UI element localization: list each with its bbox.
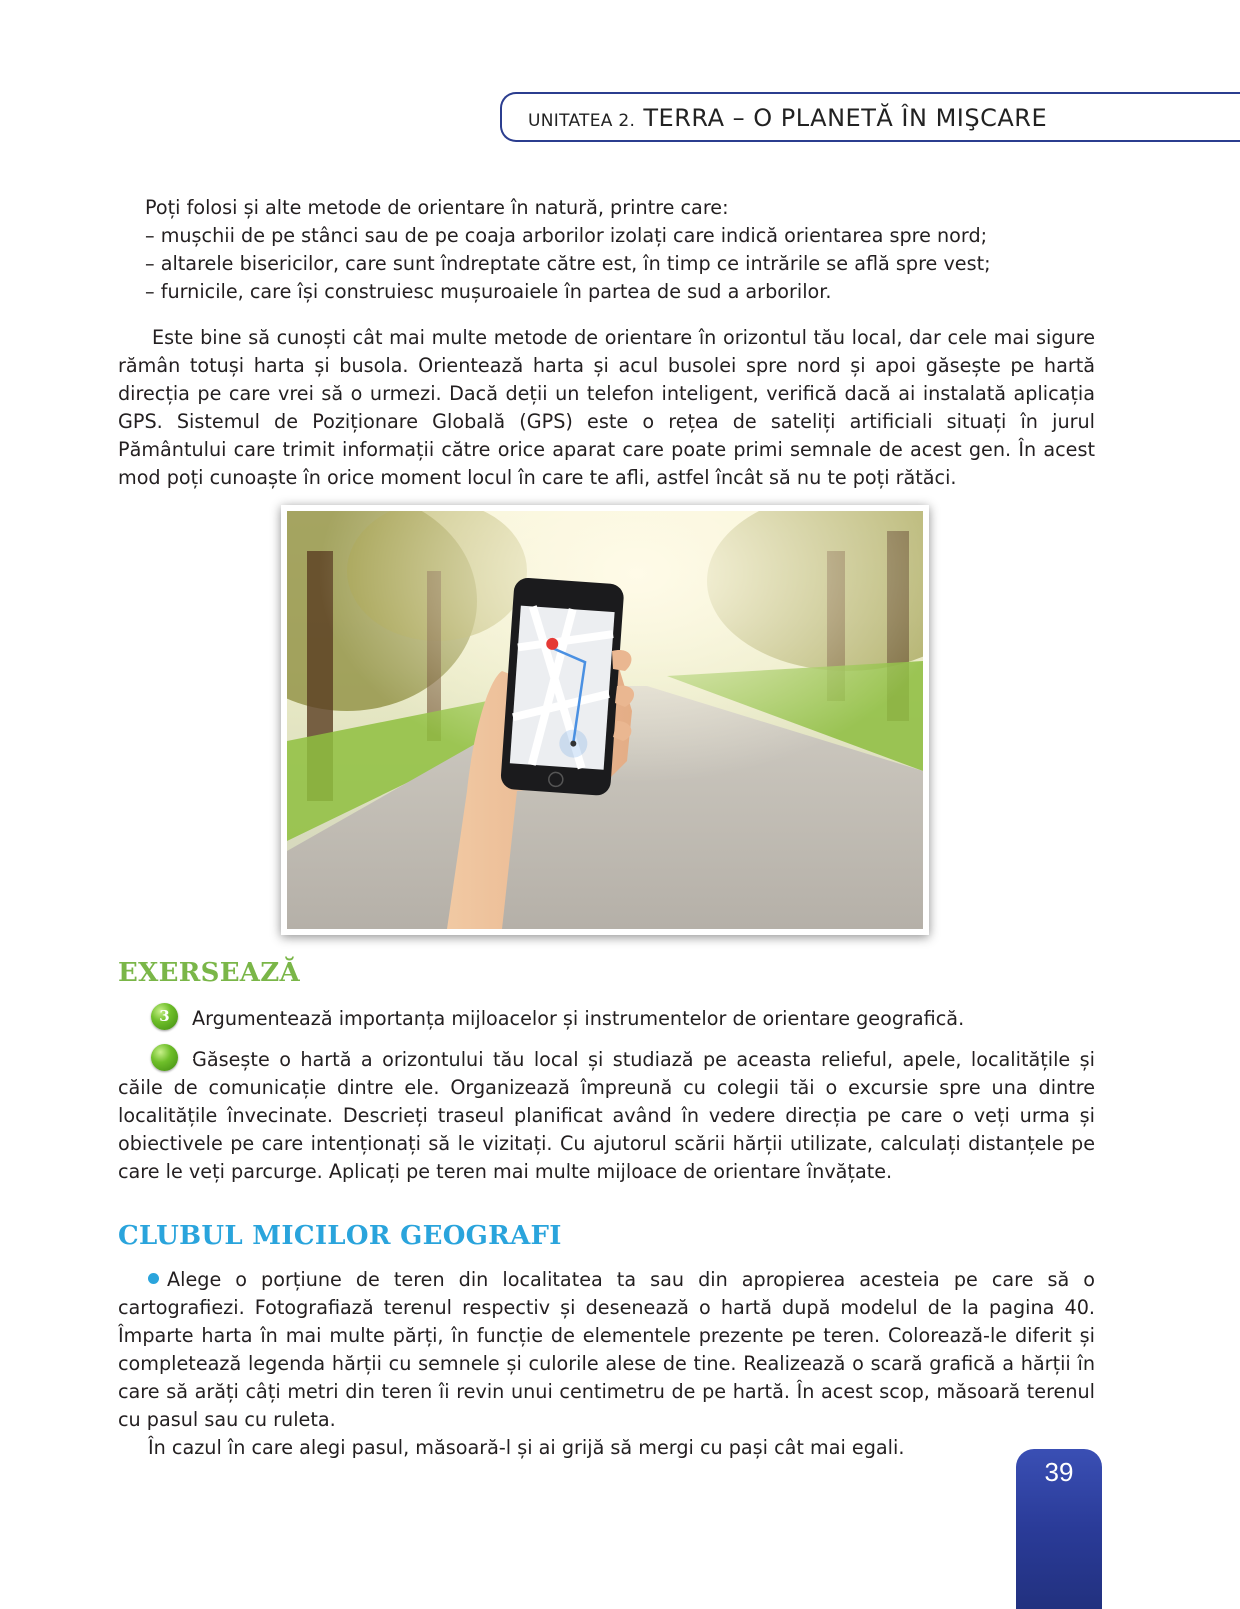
clubul-paragraph: În cazul în care alegi pasul, măsoară-l și ai grijă să mergi cu pași cât mai egali. (148, 1436, 905, 1459)
clubul-paragraph-text: Alege o porțiune de teren din localitatea ta sau din apropierea acesteia pe care să o cartografiezi. Fotografiază terenul respectiv și desenează o hartă după modelul de la pagina 40. Împarte harta în mai multe părți, în funcție de elementele prezente pe teren. Colorează-le diferit și completează legenda hărții cu semnele și culorile alese de tine. Realizează o scară grafică a hărții în care să arăți câți metri din teren îi revin unui centimetru de pe hartă. În acest scop, măsoară terenul cu pasul sau cu ruleta. (118, 1268, 1095, 1431)
exerseaza-title: EXERSEAZĂ (118, 958, 301, 988)
page-number: 39 (1044, 1457, 1074, 1487)
body-paragraph-text: Este bine să cunoști cât mai multe metode de orientare în orizontul tău local, dar cele mai sigure rămân totuși harta și busola. Orientează harta și acul busolei spre nord și apoi găsește pe hartă direcția pe care vrei să o urmezi. Dacă deții un telefon inteligent, verifică dacă ai instalată aplicația GPS. Sistemul de Poziționare Globală (GPS) este o rețea de sateliți artificiali situați în jurul Pământului care trimit informații către orice aparat care poate primi semnale de acest gen. În acest mod poți cunoaște în orice moment locul în care te afli, astfel încât să nu te poți rătăci. (118, 326, 1095, 489)
clubul-title: CLUBUL MICILOR GEOGRAFI (118, 1221, 562, 1251)
unit-header-text (528, 104, 1047, 132)
gps-phone-photo (281, 505, 929, 935)
intro-line: – mușchii de pe stânci sau de pe coaja arborilor izolați care indică orientarea spre nord; (145, 224, 988, 247)
clubul-content (118, 1266, 1095, 1462)
unit-header (500, 92, 1240, 142)
unit-title: TERRA – O PLANETĂ ÎN MIŞCARE (643, 104, 1048, 132)
exercise-text: Argumentează importanța mijloacelor și instrumentelor de orientare geografică. (192, 1007, 965, 1030)
clubul-paragraph (118, 1266, 1095, 1434)
intro-line: – furnicile, care își construiesc mușuroaiele în partea de sud a arborilor. (145, 280, 832, 303)
photo-content (287, 511, 923, 929)
phone-in-park-illustration (287, 511, 923, 929)
exercise-item-3 (151, 1006, 964, 1033)
intro-line: Poți folosi și alte metode de orientare în natură, printre care: (145, 196, 729, 219)
body-paragraph (118, 324, 1095, 492)
intro-line: – altarele bisericilor, care sunt îndreptate către est, în timp ce intrările se află spre vest; (145, 252, 991, 275)
exercise-text (118, 1046, 1095, 1186)
unit-label: UNITATEA 2. (528, 111, 636, 131)
intro-list (145, 194, 1085, 306)
exercise-text-content: Găsește o hartă a orizontului tău local și studiază pe aceasta relieful, apele, localitățile și căile de comunicație dintre ele. Organizează împreună cu colegii tăi o excursie spre una dintre localitățile învecinate. Descrieți traseul planificat având în vedere direcția pe care o veți urma și obiectivele pe care intenționați să le vizitați. Cu ajutorul scării hărții utilizate, calculați distanțele pe care le veți parcurge. Aplicați pe teren mai multe mijloace de orientare învățate. (118, 1048, 1095, 1183)
exercise-number-badge: 4 (151, 1044, 178, 1071)
bullet-dot-icon (148, 1273, 159, 1284)
page-number-tab (1016, 1449, 1102, 1609)
exercise-item-4 (118, 1046, 1095, 1186)
exercise-number-badge: 3 (151, 1003, 178, 1030)
